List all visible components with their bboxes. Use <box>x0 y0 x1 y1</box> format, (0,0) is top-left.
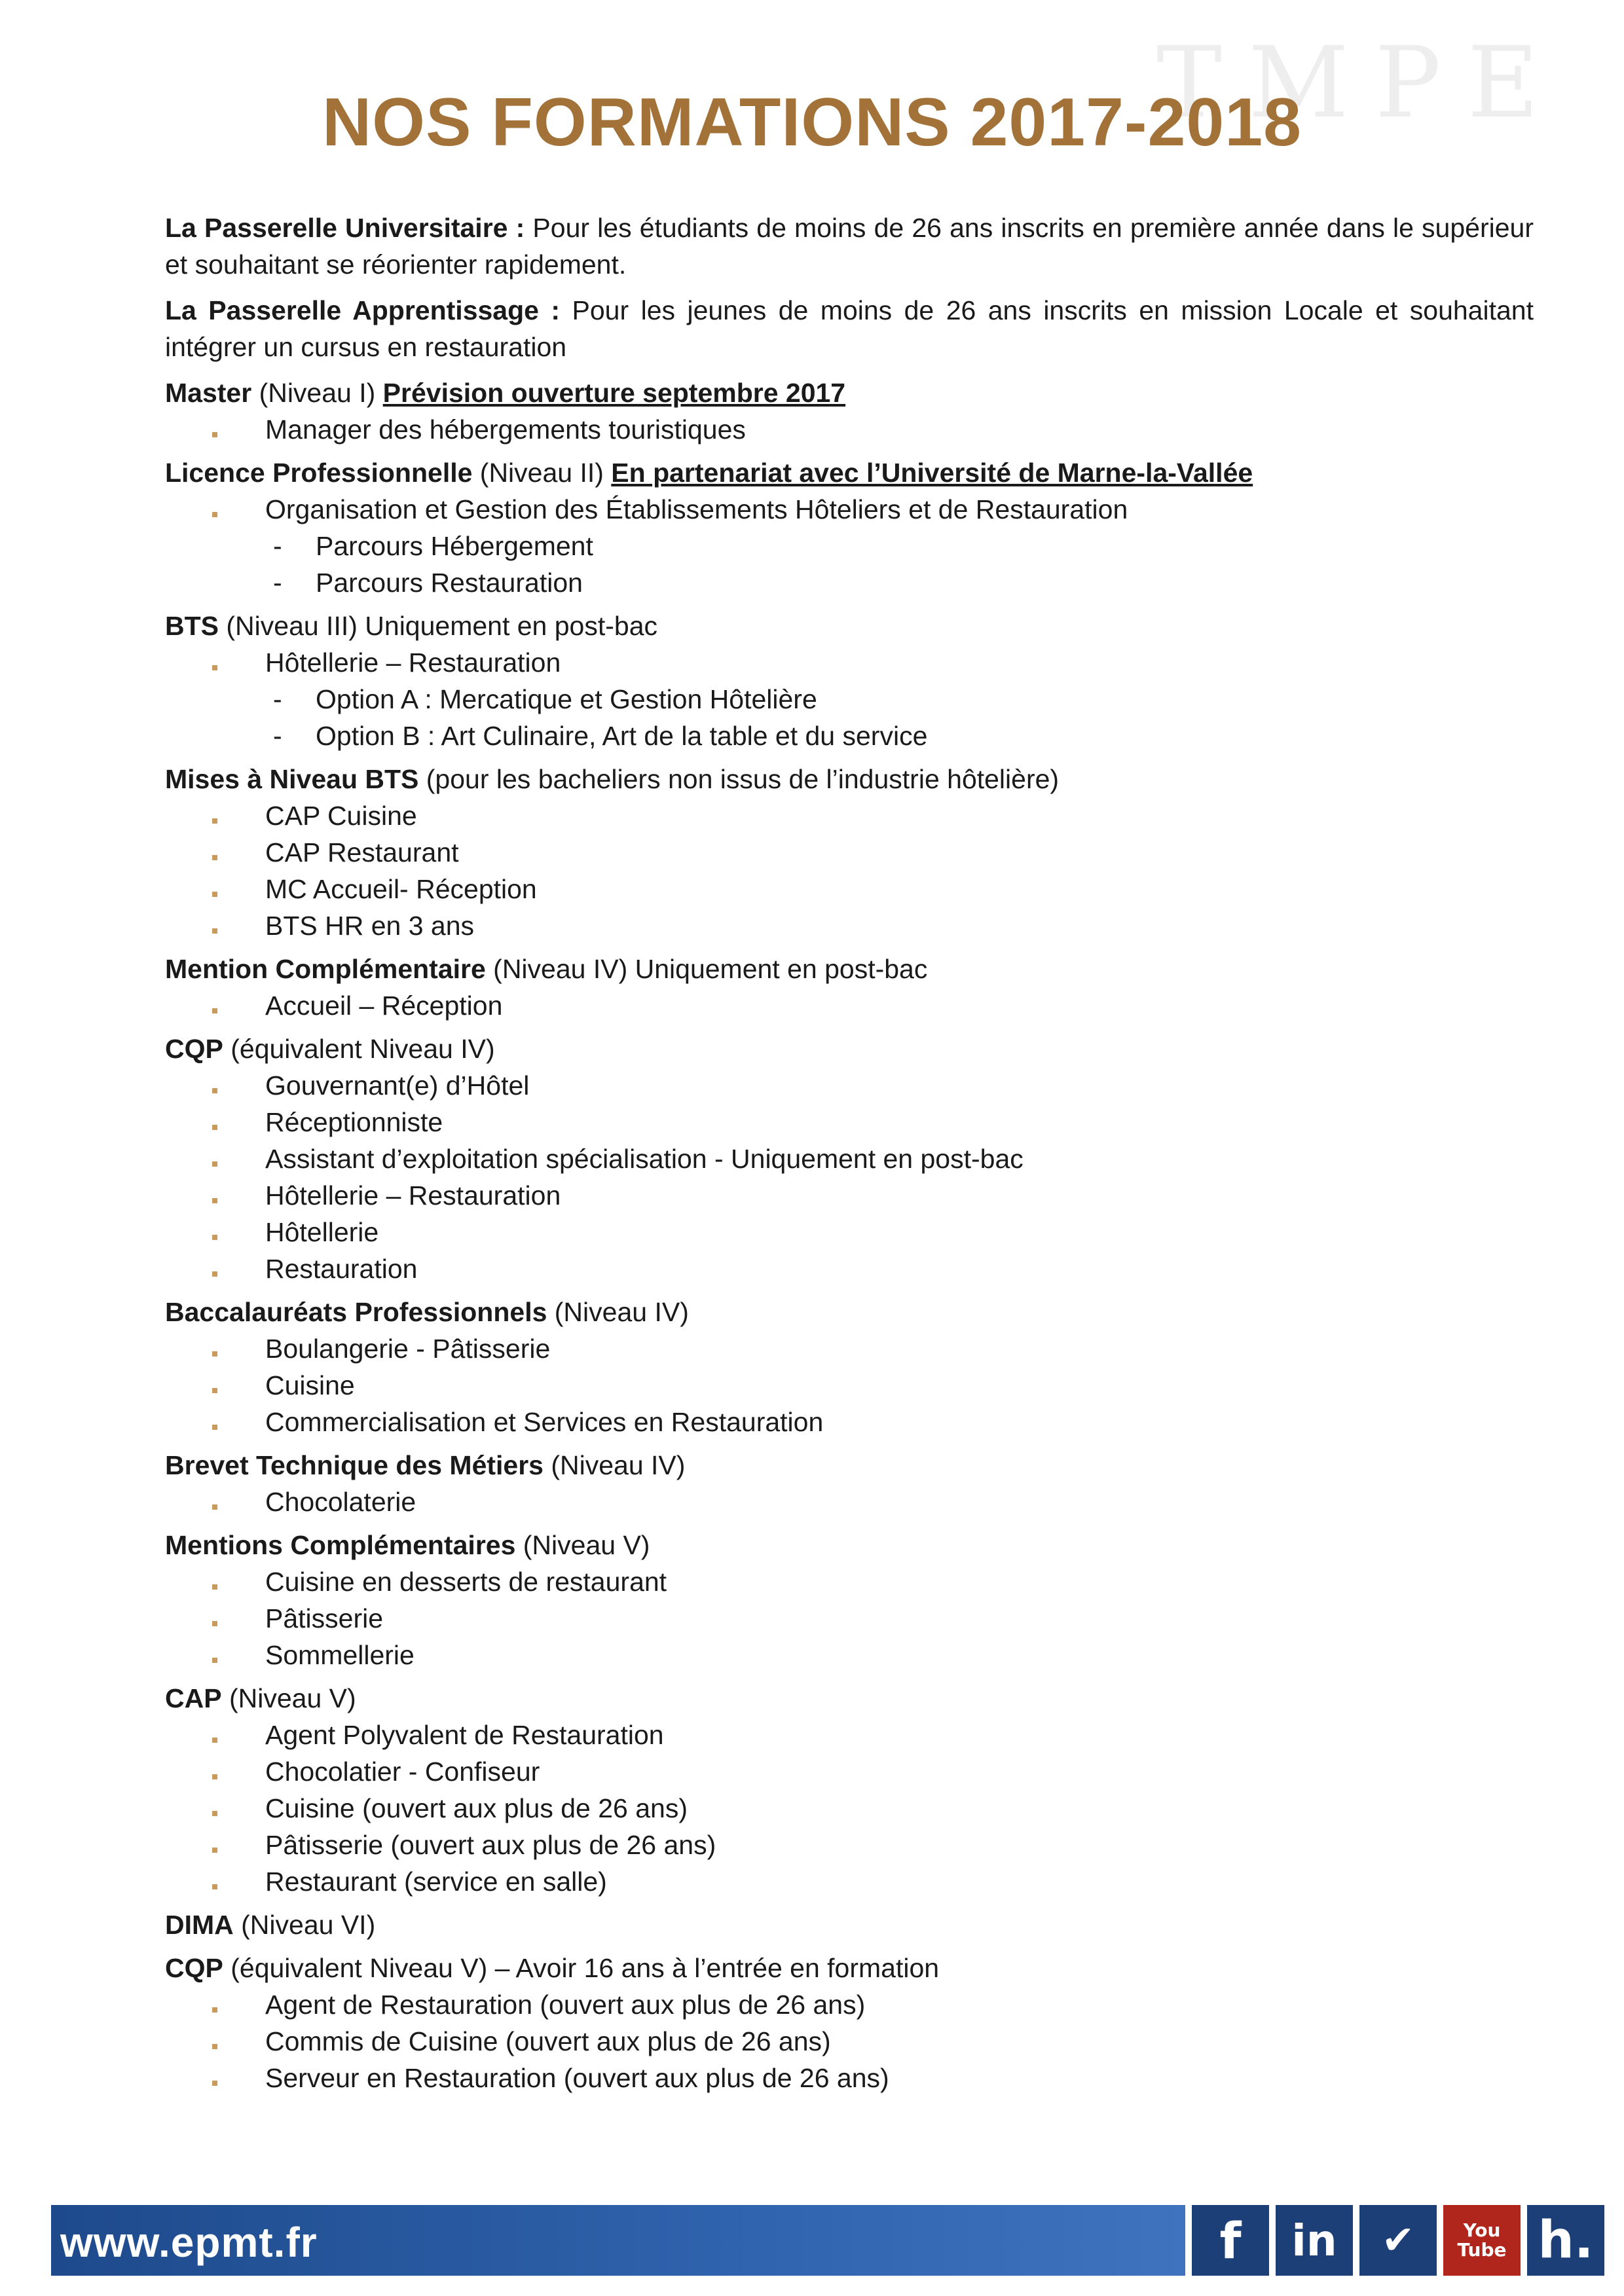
list-item: BTS HR en 3 ans <box>165 907 1534 944</box>
section-heading <box>165 1527 1534 1563</box>
section-heading <box>165 608 1534 644</box>
section-level: (Niveau III) Uniquement en post-bac <box>219 611 657 641</box>
section-dima <box>165 1906 1534 1943</box>
section-label: Mises à Niveau BTS <box>165 764 419 794</box>
intro-text: Pour les étudiants de moins de 26 ans inscrits en première année dans le supérieur et souhaitant se réorienter rapidement. <box>165 213 1534 280</box>
section-level: (Niveau IV) Uniquement en post-bac <box>485 954 928 984</box>
list-item: Hôtellerie – Restauration <box>165 1177 1534 1214</box>
intro-text: Pour les jeunes de moins de 26 ans inscrits en mission Locale et souhaitant intégrer un cursus en restauration <box>165 295 1534 362</box>
list-item: Restauration <box>165 1250 1534 1287</box>
intro-label: La Passerelle Universitaire : <box>165 213 525 243</box>
list-item: CAP Restaurant <box>165 834 1534 871</box>
list-item: Réceptionniste <box>165 1104 1534 1140</box>
list-item: Cuisine en desserts de restaurant <box>165 1563 1534 1600</box>
section-heading <box>165 374 1534 411</box>
section-heading <box>165 454 1534 491</box>
list-item: Hôtellerie <box>165 1214 1534 1250</box>
section-label: Licence Professionnelle <box>165 458 473 488</box>
section-level: (équivalent Niveau V) – Avoir 16 ans à l’entrée en formation <box>223 1953 940 1983</box>
list-item: Cuisine <box>165 1367 1534 1404</box>
list-item: Agent Polyvalent de Restauration <box>165 1717 1534 1753</box>
list-item: Commis de Cuisine (ouvert aux plus de 26 ans) <box>165 2023 1534 2060</box>
section-label: DIMA <box>165 1910 234 1940</box>
section-label: Master <box>165 378 252 408</box>
section-level: (Niveau V) <box>221 1683 356 1713</box>
section-bac-pro <box>165 1294 1534 1440</box>
social-links <box>1192 2205 1604 2276</box>
section-heading <box>165 1906 1534 1943</box>
section-label: CQP <box>165 1953 223 1983</box>
formations-list <box>165 210 1534 2096</box>
section-licence <box>165 454 1534 601</box>
list-item: Manager des hébergements touristiques <box>165 411 1534 448</box>
twitter-icon[interactable]: ✔ <box>1359 2205 1437 2276</box>
sub-item: - Option A : Mercatique et Gestion Hôtelière <box>165 681 1534 718</box>
list-item: Sommellerie <box>165 1637 1534 1673</box>
list-item: Agent de Restauration (ouvert aux plus de 26 ans) <box>165 1986 1534 2023</box>
watermark-logo: TMPE <box>1156 26 1565 140</box>
list-item: Assistant d’exploitation spécialisation - Uniquement en post-bac <box>165 1140 1534 1177</box>
section-heading <box>165 951 1534 987</box>
section-level: (équivalent Niveau IV) <box>223 1034 495 1064</box>
section-label: Brevet Technique des Métiers <box>165 1450 544 1480</box>
passerelle-universitaire <box>165 210 1534 283</box>
youtube-icon[interactable]: You Tube <box>1443 2205 1521 2276</box>
list-item: Gouvernant(e) d’Hôtel <box>165 1067 1534 1104</box>
website-link[interactable]: www.epmt.fr <box>60 2219 318 2266</box>
section-mise-a-niveau <box>165 761 1534 944</box>
section-mentions-complementaires-v <box>165 1527 1534 1673</box>
list-item: Accueil – Réception <box>165 987 1534 1024</box>
section-level: (Niveau VI) <box>233 1910 376 1940</box>
list-item: Chocolatier - Confiseur <box>165 1753 1534 1790</box>
section-bts <box>165 608 1534 754</box>
section-mention-complementaire-iv <box>165 951 1534 1024</box>
section-level: (Niveau II) <box>472 458 612 488</box>
section-level: (Niveau IV) <box>543 1450 686 1480</box>
section-label: CQP <box>165 1034 223 1064</box>
list-item: MC Accueil- Réception <box>165 871 1534 907</box>
list-item: Organisation et Gestion des Établissements Hôteliers et de Restauration <box>165 491 1534 528</box>
section-note: Prévision ouverture septembre 2017 <box>382 378 846 408</box>
section-level: (Niveau V) <box>515 1530 650 1560</box>
section-level: (Niveau IV) <box>547 1297 689 1327</box>
section-level: (pour les bacheliers non issus de l’industrie hôtelière) <box>418 764 1060 794</box>
list-item: Hôtellerie – Restauration <box>165 644 1534 681</box>
list-item: Chocolaterie <box>165 1484 1534 1520</box>
list-item: Restaurant (service en salle) <box>165 1863 1534 1900</box>
section-label: BTS <box>165 611 219 641</box>
sub-item: - Parcours Hébergement <box>165 528 1534 564</box>
facebook-icon[interactable]: f <box>1192 2205 1269 2276</box>
section-cqp-iv <box>165 1030 1534 1287</box>
section-label: Baccalauréats Professionnels <box>165 1297 547 1327</box>
list-item: Serveur en Restauration (ouvert aux plus de 26 ans) <box>165 2060 1534 2096</box>
intro-label: La Passerelle Apprentissage : <box>165 295 561 325</box>
list-item: Boulangerie - Pâtisserie <box>165 1330 1534 1367</box>
section-heading <box>165 1030 1534 1067</box>
section-note: En partenariat avec l’Université de Marne-la-Vallée <box>611 458 1253 488</box>
section-heading <box>165 1447 1534 1484</box>
section-cqp-v <box>165 1950 1534 2096</box>
section-label: Mention Complémentaire <box>165 954 486 984</box>
page-title: NOS FORMATIONS 2017-2018 <box>322 84 1302 160</box>
list-item: CAP Cuisine <box>165 797 1534 834</box>
section-master <box>165 374 1534 448</box>
section-label: Mentions Complémentaires <box>165 1530 516 1560</box>
passerelle-apprentissage <box>165 292 1534 365</box>
list-item: Commercialisation et Services en Restauration <box>165 1404 1534 1440</box>
sub-item: - Option B : Art Culinaire, Art de la table et du service <box>165 718 1534 754</box>
list-item: Cuisine (ouvert aux plus de 26 ans) <box>165 1790 1534 1827</box>
section-heading <box>165 1950 1534 1986</box>
linkedin-icon[interactable]: in <box>1276 2205 1353 2276</box>
section-heading <box>165 1294 1534 1330</box>
sub-item: - Parcours Restauration <box>165 564 1534 601</box>
section-heading <box>165 761 1534 797</box>
footer-banner <box>51 2205 1185 2276</box>
section-btm <box>165 1447 1534 1520</box>
section-label: CAP <box>165 1683 222 1713</box>
h-logo-icon[interactable]: h. <box>1527 2205 1604 2276</box>
list-item: Pâtisserie (ouvert aux plus de 26 ans) <box>165 1827 1534 1863</box>
section-heading <box>165 1680 1534 1717</box>
section-level: (Niveau I) <box>251 378 383 408</box>
list-item: Pâtisserie <box>165 1600 1534 1637</box>
section-cap <box>165 1680 1534 1900</box>
